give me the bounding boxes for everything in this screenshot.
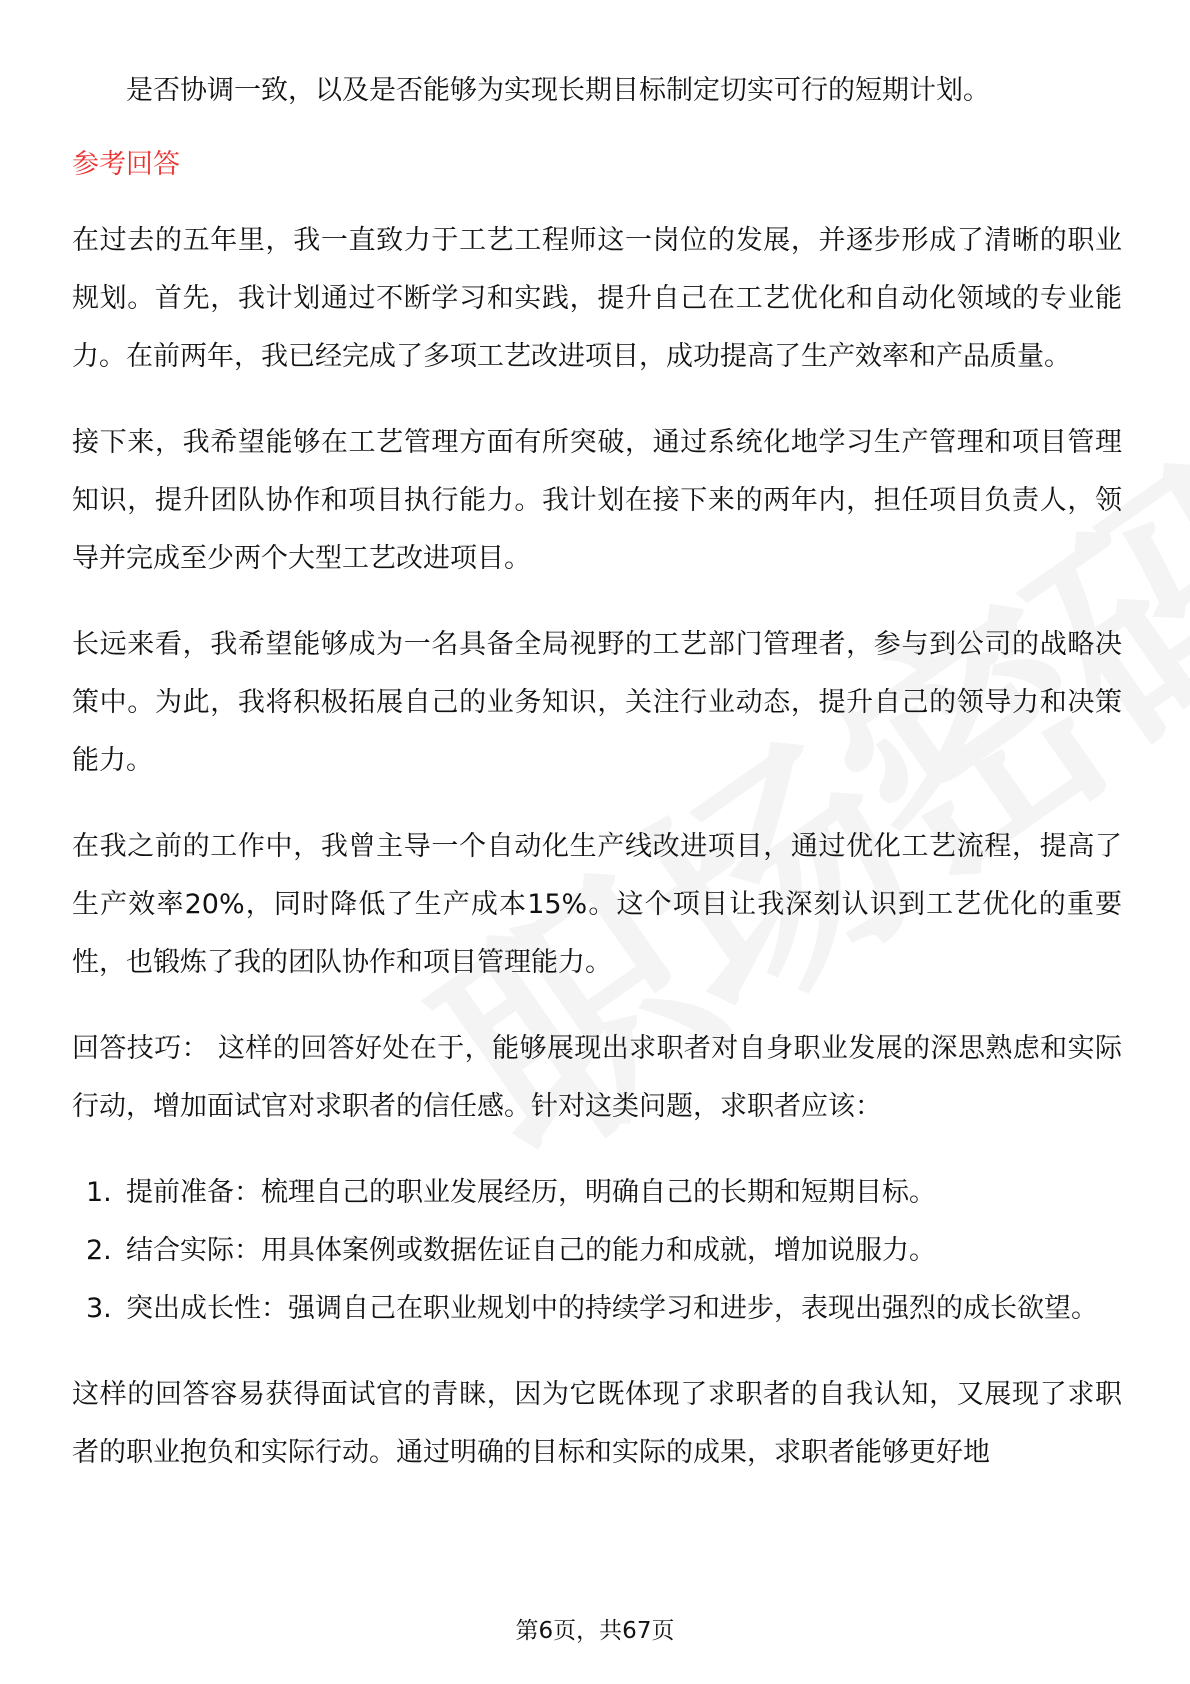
paragraph-4: 在我之前的工作中，我曾主导一个自动化生产线改进项目，通过优化工艺流程，提高了生产效率20%，同时降低了生产成本15%。这个项目让我深刻认识到工艺优化的重要性，也锻炼了我的团队协作和项目管理能力。	[72, 831, 1122, 978]
paragraph-1: 在过去的五年里，我一直致力于工艺工程师这一岗位的发展，并逐步形成了清晰的职业规划。首先，我计划通过不断学习和实践，提升自己在工艺优化和自动化领域的专业能力。在前两年，我已经完成了多项工艺改进项目，成功提高了生产效率和产品质量。	[72, 225, 1122, 372]
list-item-text: 结合实际：用具体案例或数据佐证自己的能力和成就，增加说服力。	[126, 1235, 936, 1266]
page-content	[72, 62, 1122, 1510]
paragraph-2: 接下来，我希望能够在工艺管理方面有所突破，通过系统化地学习生产管理和项目管理知识，提升团队协作和项目执行能力。我计划在接下来的两年内，担任项目负责人，领导并完成至少两个大型工艺改进项目。	[72, 427, 1122, 574]
list-item-number: 2.	[86, 1235, 112, 1266]
section-heading: 参考回答	[72, 149, 180, 180]
closing-paragraph: 这样的回答容易获得面试官的青睐，因为它既体现了求职者的自我认知，又展现了求职者的职业抱负和实际行动。通过明确的目标和实际的成果，求职者能够更好地	[72, 1379, 1122, 1468]
continuation-line: 是否协调一致，以及是否能够为实现长期目标制定切实可行的短期计划。	[126, 75, 990, 106]
list-item	[72, 1222, 1122, 1280]
list-item-text: 提前准备：梳理自己的职业发展经历，明确自己的长期和短期目标。	[126, 1177, 936, 1208]
page-number-footer: 第6页，共67页	[515, 1618, 675, 1644]
list-item-number: 3.	[86, 1293, 112, 1324]
answer-tips-paragraph: 回答技巧： 这样的回答好处在于，能够展现出求职者对自身职业发展的深思熟虑和实际行动，增加面试官对求职者的信任感。针对这类问题，求职者应该：	[72, 1033, 1122, 1122]
paragraph-3: 长远来看，我希望能够成为一名具备全局视野的工艺部门管理者，参与到公司的战略决策中。为此，我将积极拓展自己的业务知识，关注行业动态，提升自己的领导力和决策能力。	[72, 629, 1122, 776]
tips-list	[72, 1164, 1122, 1338]
list-item	[72, 1280, 1122, 1338]
list-item-text: 突出成长性：强调自己在职业规划中的持续学习和进步，表现出强烈的成长欲望。	[126, 1293, 1098, 1324]
list-item	[72, 1164, 1122, 1222]
list-item-number: 1.	[86, 1177, 112, 1208]
